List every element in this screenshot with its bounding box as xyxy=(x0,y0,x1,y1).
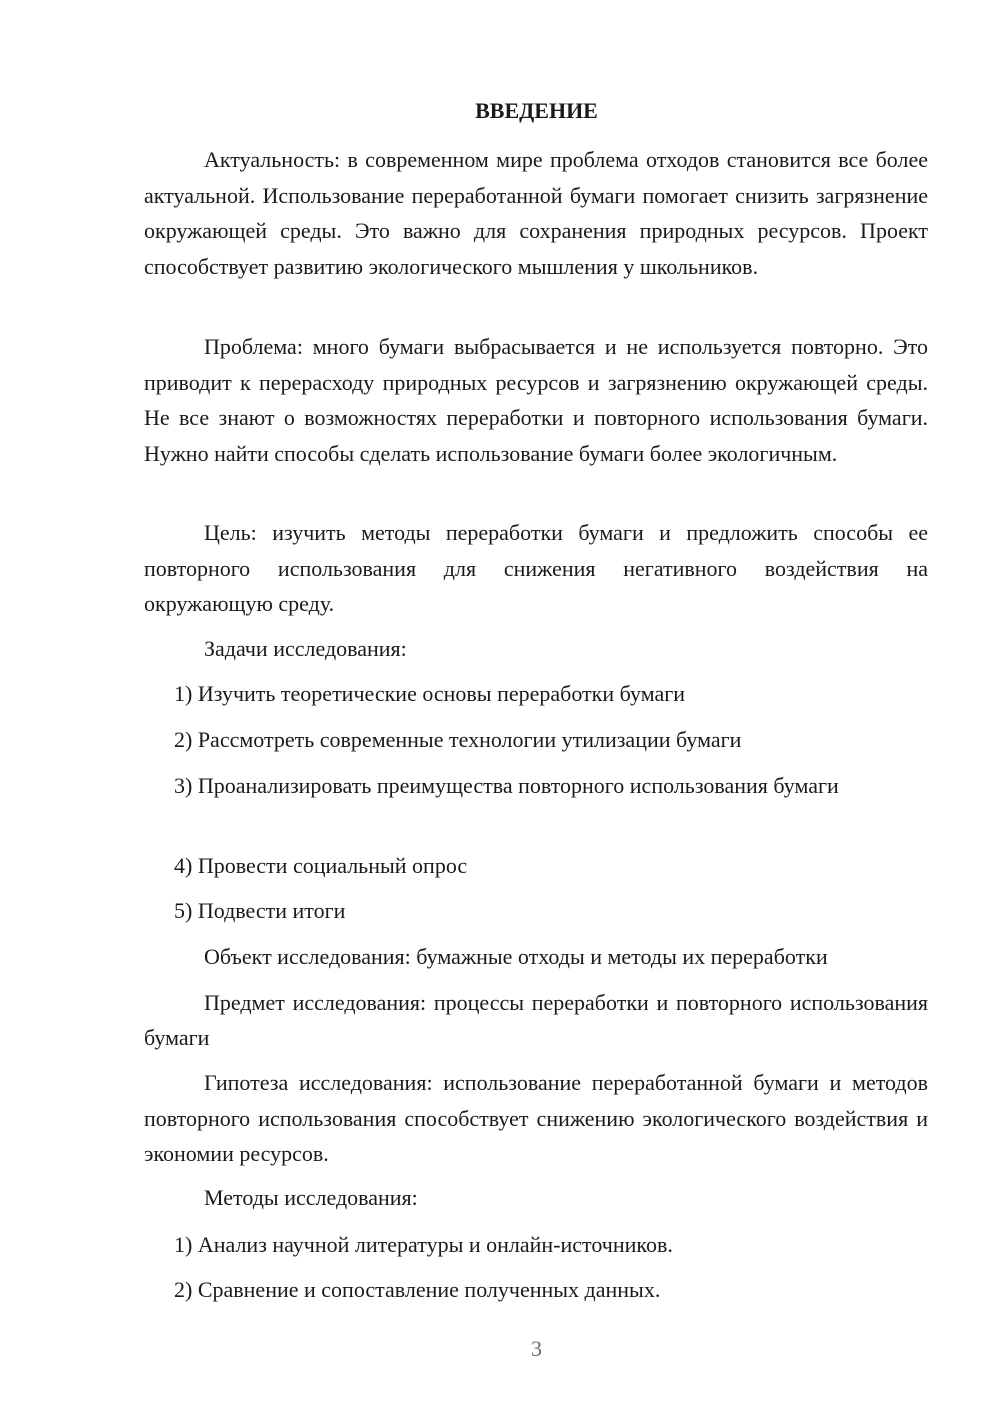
relevance-text: Актуальность: в современном мире проблема отходов становится все более актуальной. Использование переработанной бумаги помогает снизить загрязнение окружающей среды. Это важно для сохранения природных ресурсов. Проект способствует развитию экологического мышления у школьников. xyxy=(144,147,928,279)
paragraph-goal xyxy=(144,515,928,622)
task-item: 2) Рассмотреть современные технологии утилизации бумаги xyxy=(174,727,742,752)
goal-text: Цель: изучить методы переработки бумаги и предложить способы ее повторного использования для снижения негативного воздействия на окружающую среду. xyxy=(144,520,928,616)
method-item: 1) Анализ научной литературы и онлайн-источников. xyxy=(174,1232,673,1257)
page-title: ВВЕДЕНИЕ xyxy=(475,98,598,123)
methods-heading-block xyxy=(144,1183,928,1213)
paragraph-relevance xyxy=(144,142,928,284)
methods-heading: Методы исследования: xyxy=(204,1185,418,1210)
task-item-2-block xyxy=(144,725,928,755)
method-item-1-block xyxy=(144,1230,928,1260)
task-item: 4) Провести социальный опрос xyxy=(174,853,468,878)
task-item-3-block xyxy=(144,768,928,803)
hypothesis-text: Гипотеза исследования: использование переработанной бумаги и методов повторного использования способствует снижению экологического воздействия и экономии ресурсов. xyxy=(144,1070,928,1166)
task-item-4-block xyxy=(144,851,928,881)
task-item-1-block xyxy=(144,679,928,709)
task-item: 5) Подвести итоги xyxy=(174,898,346,923)
tasks-heading-block xyxy=(144,634,928,664)
problem-text: Проблема: много бумаги выбрасывается и не используется повторно. Это приводит к перерасходу природных ресурсов и загрязнению окружающей среды. Не все знают о возможностях переработки и повторного использования бумаги. Нужно найти способы сделать использование бумаги более экологичным. xyxy=(144,334,928,466)
paragraph-problem xyxy=(144,329,928,471)
method-item: 2) Сравнение и сопоставление полученных данных. xyxy=(174,1277,661,1302)
subject-block xyxy=(144,985,928,1055)
task-item-5-block xyxy=(144,896,928,926)
object-block xyxy=(144,942,928,972)
hypothesis-block xyxy=(144,1065,928,1172)
tasks-heading: Задачи исследования: xyxy=(204,636,407,661)
subject-text: Предмет исследования: процессы переработки и повторного использования бумаги xyxy=(144,990,928,1050)
task-item: 1) Изучить теоретические основы переработки бумаги xyxy=(174,681,686,706)
method-item-2-block xyxy=(144,1275,928,1305)
page-number: 3 xyxy=(531,1336,542,1361)
task-item: 3) Проанализировать преимущества повторного использования бумаги xyxy=(174,773,839,798)
object-text: Объект исследования: бумажные отходы и методы их переработки xyxy=(204,944,828,969)
